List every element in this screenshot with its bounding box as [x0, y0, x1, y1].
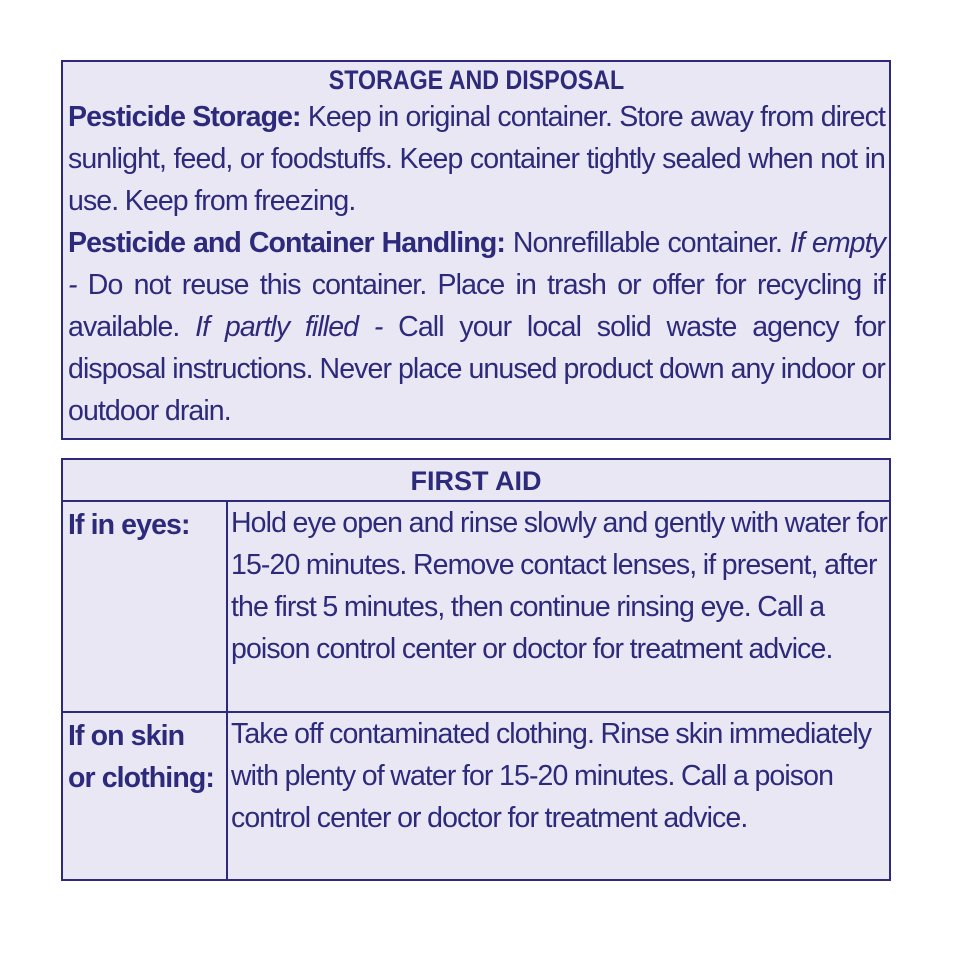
container-handling-text-1: Nonrefillable container. [504, 227, 790, 259]
first-aid-title: FIRST AID [63, 460, 889, 502]
if-partly-filled-label: If partly filled - [195, 311, 383, 343]
container-handling-text-2: Do not reuse this container. Place in trash or offer for recycling if available. [68, 269, 885, 343]
first-aid-label-eyes: If in eyes: [63, 502, 228, 711]
pesticide-storage-text: Keep in original container. Store away from direct sunlight, feed, or foodstuffs. Keep container tightly sealed when not in use. Keep from freezing. [68, 101, 885, 217]
first-aid-panel [61, 458, 891, 881]
storage-title: STORAGE AND DISPOSAL [328, 65, 625, 95]
if-empty-label: If empty - [68, 227, 885, 301]
first-aid-label-skin: If on skin or clothing: [63, 713, 228, 879]
first-aid-row-eyes [63, 502, 889, 711]
first-aid-row-skin [63, 711, 889, 879]
container-handling-text-3: Call your local solid waste agency for disposal instructions. Never place unused product down any indoor or outdoor drain. [68, 311, 885, 427]
first-aid-text-eyes: Hold eye open and rinse slowly and gently with water for 15-20 minutes. Remove contact lenses, if present, after the first 5 minutes, then continue rinsing eye. Call a poison control center or doctor for treatment advice. [231, 507, 887, 665]
storage-and-disposal-panel [61, 60, 891, 440]
container-handling-paragraph [68, 222, 885, 432]
container-handling-label: Pesticide and Container Handling: [68, 227, 505, 259]
pesticide-storage-label: Pesticide Storage: [68, 101, 301, 133]
first-aid-text-skin: Take off contaminated clothing. Rinse skin immediately with plenty of water for 15-20 minutes. Call a poison control center or doctor for treatment advice. [231, 718, 872, 834]
pesticide-storage-paragraph [68, 96, 885, 222]
